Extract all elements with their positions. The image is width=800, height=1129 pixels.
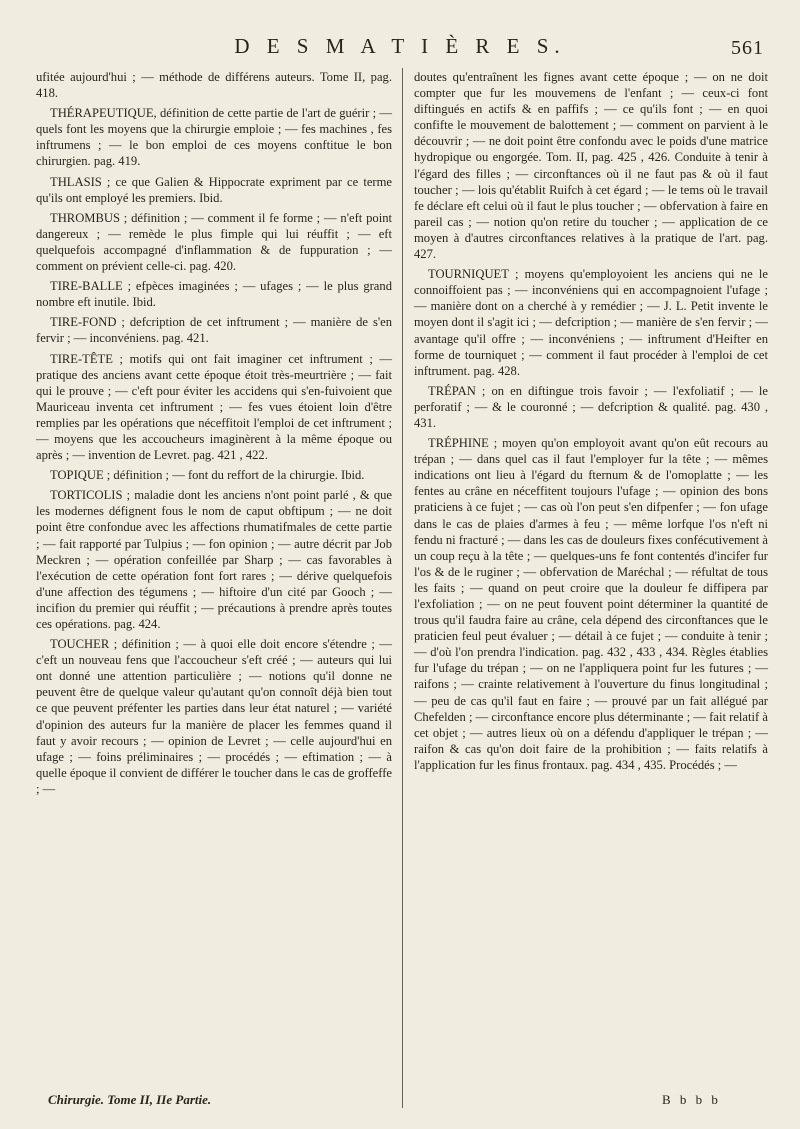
index-entry: THLASIS ; ce que Galien & Hippocrate expriment par ce terme qu'ils ont employé les premiers. Ibid. <box>36 174 392 205</box>
signature-mark: B b b b <box>662 1092 721 1107</box>
index-entry: THROMBUS ; définition ; — comment il fe forme ; — n'eft point dangereux ; — remède le plus fimple qui lui réuffit ; — eft quelquefois accompagné d'inflammation & de fuppuration ; — comment on prévient celle-ci. pag. 420. <box>36 210 392 274</box>
left-column <box>36 69 392 801</box>
index-entry: TOPIQUE ; définition ; — font du reffort de la chirurgie. Ibid. <box>50 468 365 483</box>
index-entry: ufitée aujourd'hui ; — méthode de différens auteurs. Tome II, pag. 418. <box>36 70 392 101</box>
index-entry: THÉRAPEUTIQUE, définition de cette partie de l'art de guérir ; — quels font les moyens que la chirurgie emploie ; — fes machines , fes inftrumens ; — le bon emploi de ces moyens conftitue le bon chirurgien. pag. 419. <box>36 106 392 169</box>
index-entry: TIRE-FOND ; defcription de cet inftrument ; — manière de s'en fervir ; — inconvéniens. pag. 421. <box>36 315 392 346</box>
index-entry: TOURNIQUET ; moyens qu'employoient les anciens qui ne le connoiffoient pas ; — inconvéniens qui en accompagnoient l'ufage ; — manière dont on a cherché à y remédier ; — J. L. Petit invente le moyen dont il s'agit ici ; — defcription ; — manière de s'en fervir ; — avantage qu'il offre ; — inconvéniens ; — inftrument d'Heifter en forme de tourniquet ; — comment il faut procéder à l'emploi de cet inftrument. pag. 428. <box>414 267 768 378</box>
index-entry: TRÉPAN ; on en diftingue trois favoir ; — l'exfoliatif ; — le perforatif ; — & le couronné ; — defcription & qualité. pag. 430 , 431. <box>414 383 768 430</box>
index-entry: TORTICOLIS ; maladie dont les anciens n'ont point parlé , & que les modernes défignent fous le nom de caput obftipum ; — ne doit point être confondue avec les affections rhumatifmales de cette partie ; — fait rapporté par Tulpius ; — fon opinion ; — autre décrit par Job Meckren ; — opération confeillée par Sharp ; — cas favorables à l'exécution de cette opération font fort rares ; — dérive quelquefois d'une affection des tégumens ; — hiftoire d'un cité par Gooch ; — incifion du premier qui réuffit ; — précautions à prendre après toutes ces opérations. pag. 424. <box>36 488 392 631</box>
index-entry: TOUCHER ; définition ; — à quoi elle doit encore s'étendre ; — c'eft un nouveau fens que l'accoucheur s'eft créé ; — auteurs qui lui ont donné une attention particulière ; — notions qu'il donne ne peuvent être de quelque valeur qu'autant qu'on connoît déjà bien tout ce que peuvent préfenter les parties dans leur état naturel ; — variété d'opinion des auteurs fur la manière de placer les femmes quand il faut y avoir recours ; — opinion de Levret ; — celle aujourd'hui en ufage ; — foins préliminaires ; — procédés ; — eftimation ; — à quelle époque il convient de différer le toucher dans le cas de groffeffe ; — <box>36 637 392 796</box>
index-entry: doutes qu'entraînent les fignes avant cette époque ; — on ne doit compter que fur les mouvemens de l'enfant ; — ceux-ci font diftingués en actifs & en paffifs ; — ce qu'ils font ; — en quoi confifte le mouvement de balottement ; — comment on parvient à le découvrir ; — ne doit point être confondu avec le poids d'une matrice hydropique ou engorgée. Tom. II, pag. 425 , 426. Conduite à tenir à l'égard des filles ; — circonftances où il ne faut pas & où il faut toucher ; — lois qu'établit Ruifch à cet égard ; — le tems où le travail fe déclare eft celui où il faut le plus toucher ; — obfervation à faire en pareil cas ; — notion qu'on retire du toucher ; — application de ce moyen à d'autres circonftances relatives à la pratique de l'art. pag. 427. <box>414 70 768 262</box>
index-entry: TIRE-BALLE ; efpèces imaginées ; — ufages ; — le plus grand nombre eft inutile. Ibid. <box>36 279 392 310</box>
right-column <box>414 69 768 777</box>
page-number: 561 <box>731 37 764 59</box>
index-entry: TIRE-TÊTE ; motifs qui ont fait imaginer cet inftrument ; — pratique des anciens avant cette époque étoit très-meurtrière ; — fait qui le prouve ; — c'eft pour éviter les accidens qui s'en-fuivoient que Mauriceau inventa cet inftrument ; — fes vues étoient loin d'être remplies par les opérations que néceffitoit l'emploi de cet inftrument ; — moyens que les accoucheurs imaginèrent à la même époque ou après ; — invention de Levret. pag. 421 , 422. <box>36 351 392 463</box>
column-divider <box>402 68 403 1108</box>
volume-footer: Chirurgie. Tome II, IIe Partie. <box>48 1092 212 1107</box>
index-entry: TRÉPHINE ; moyen qu'on employoit avant qu'on eût recours au trépan ; — dans quel cas il faut l'employer fur la tête ; — mêmes indications ont lieu à l'égard du fternum & de l'omoplatte ; — les fentes au crâne en néceffitent toujours l'ufage ; — opinion des bons praticiens à ce fujet ; — cas où l'on peut s'en difpenfer ; — fon ufage dans le cas de plaies d'armes à feu ; — même lorfque l'os n'eft ni fendu ni fracturé ; — dans les cas de douleurs fixes confécutivement à un coup reçu à la tête ; — quelques-uns fe font contentés d'incifer fur l'os & de le ruginer ; — obfervation de Maréchal ; — réfultat de tous les faits ; — quand on peut croire que la douleur fe diffipera par l'exfoliation ; — on ne peut fouvent point déterminer la quantité de trous qu'il faudra faire au crâne, cela dépend des circonftances que le praticien feul peut évaluer ; — détail à ce fujet ; — conduite à tenir ; — d'où l'on prendra l'indication. pag. 432 , 433 , 434. Règles établies fur l'ufage du trépan ; — on ne l'appliquera point fur les futures ; — raifons ; — crainte relativement à l'ouverture du finus longitudinal ; — peu de cas qu'il faut en faire ; — prouvé par un fait allégué par Chefelden ; — circonftance encore plus déterminante ; — fait relatif à cet objet ; — autres lieux où on a défendu d'appliquer le trépan ; — raifon & cas qu'on doit faire de la prohibition ; — faits relatifs à l'application fur les finus frontaux. pag. 434 , 435. Procédés ; — <box>414 436 768 772</box>
running-head: D E S M A T I È R E S. <box>234 34 566 58</box>
